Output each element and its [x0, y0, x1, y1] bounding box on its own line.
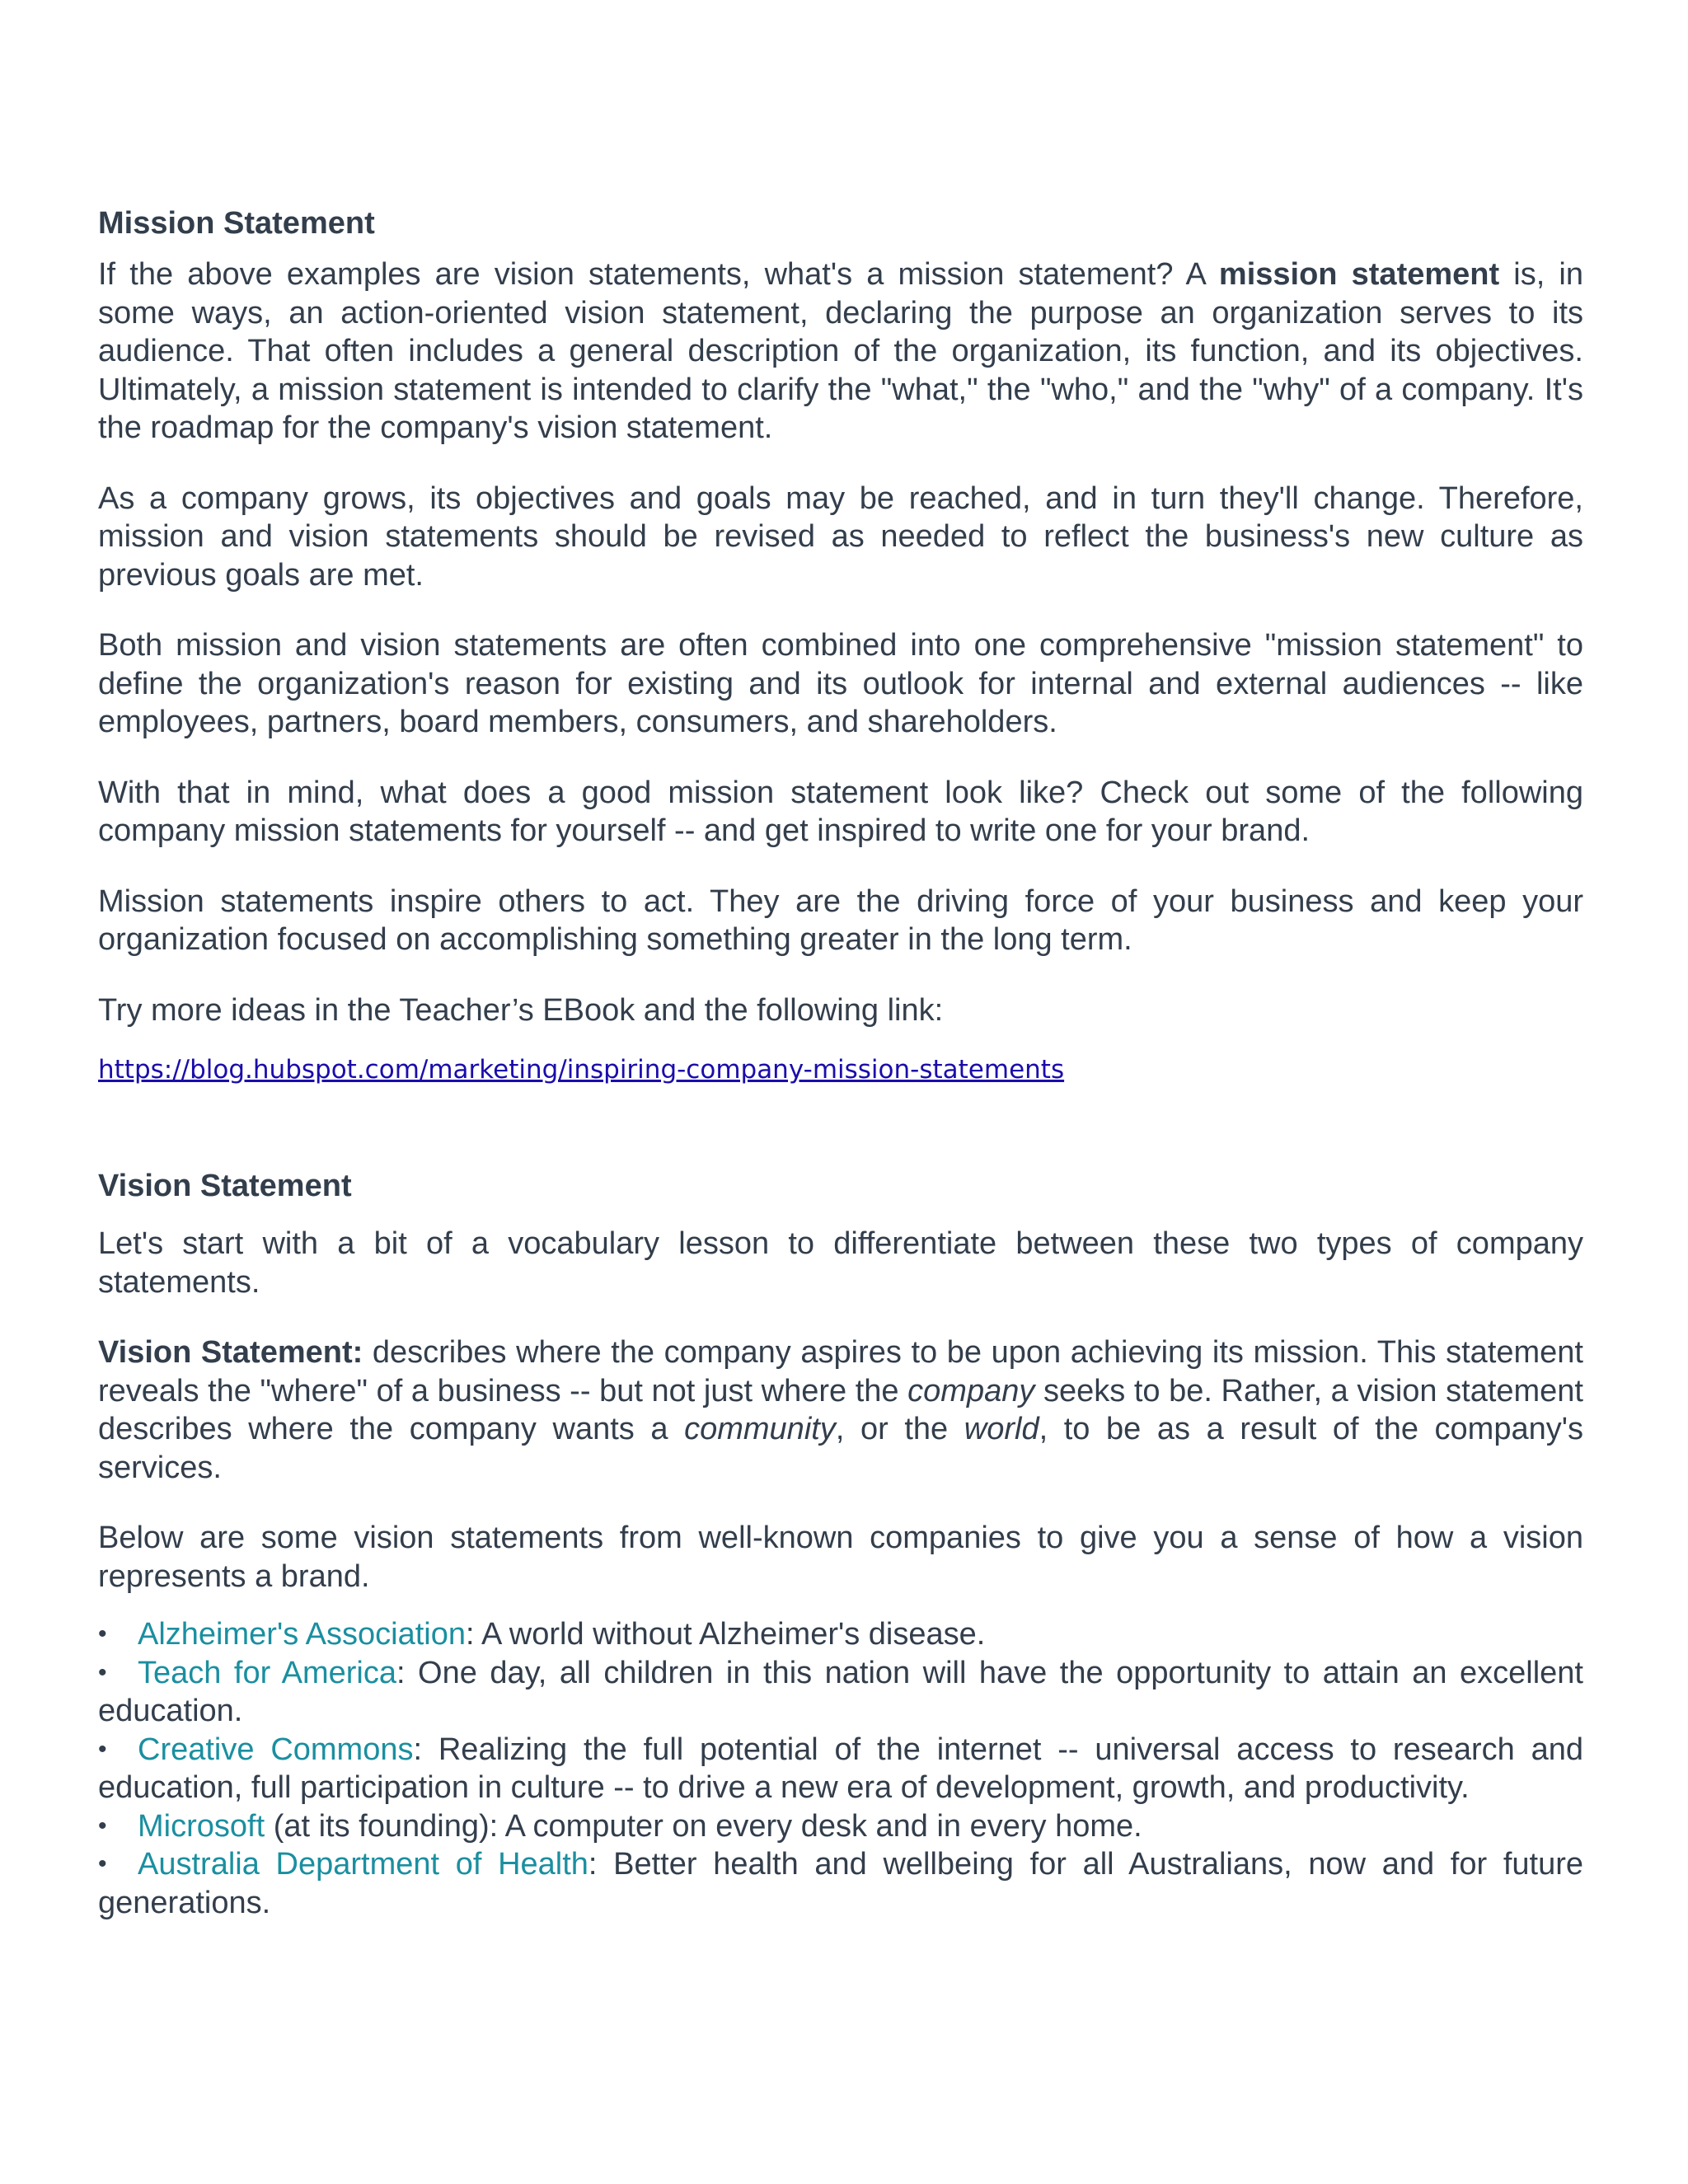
bullet-icon: • — [98, 1811, 107, 1840]
mission-paragraph-1 — [98, 255, 1583, 448]
list-item — [98, 1731, 1583, 1807]
list-item — [98, 1654, 1583, 1731]
bullet-icon: • — [98, 1620, 107, 1647]
vision-paragraph-3: Below are some vision statements from well-known companies to give you a sense of how a vision represents a brand. — [98, 1521, 1583, 1594]
mission-p1-text-a: If the above examples are vision statements, what's a mission statement? A — [98, 257, 1219, 292]
org-link-teach-for-america[interactable]: Teach for America — [138, 1655, 396, 1690]
list-item-text: : Better health and wellbeing for all Australians, now and for future generations. — [98, 1847, 1583, 1920]
mission-paragraph-4: With that in mind, what does a good mission statement look like? Check out some of the following company mission statements for yourself -- and get inspired to write one for your brand. — [98, 775, 1583, 848]
vision-def-text-a: describes where the company aspires to be upon achieving its mission. This statement reveals the "where" of a business -- but not just where the — [98, 1335, 1583, 1408]
org-link-alzheimers[interactable]: Alzheimer's Association — [138, 1617, 466, 1652]
vision-examples-list — [98, 1615, 1583, 1922]
list-item — [98, 1845, 1583, 1922]
vision-def-community: community — [684, 1412, 836, 1446]
bullet-icon: • — [98, 1735, 107, 1763]
bullet-icon: • — [98, 1850, 107, 1877]
list-item — [98, 1807, 1583, 1846]
org-link-microsoft[interactable]: Microsoft — [138, 1808, 265, 1844]
mission-paragraph-5: Mission statements inspire others to act. They are the driving force of your business and keep your organization focused on accomplishing something greater in the long term. — [98, 883, 1583, 957]
list-item-text: : A world without Alzheimer's disease. — [465, 1617, 986, 1652]
vision-def-company: company — [907, 1373, 1035, 1408]
org-link-australia-health[interactable]: Australia Department of Health — [138, 1847, 588, 1882]
mission-statement-term: mission statement — [1218, 257, 1500, 292]
org-link-creative-commons[interactable]: Creative Commons — [138, 1732, 414, 1767]
vision-def-text-b: seeks to be. Rather, a vision statement describes where the company wants a — [98, 1373, 1583, 1446]
mission-heading: Mission Statement — [98, 206, 375, 241]
vision-definition — [98, 1333, 1583, 1487]
document-page — [98, 204, 1583, 1922]
mission-paragraph-3: Both mission and vision statements are often combined into one comprehensive "mission statement" to define the organization's reason for existing and its outlook for internal and external audiences -- like employees, partners, board members, consumers, and shareholders. — [98, 628, 1583, 739]
hubspot-link[interactable]: https://blog.hubspot.com/marketing/inspiring-company-mission-statements — [98, 1055, 1065, 1085]
vision-paragraph-1: Let's start with a bit of a vocabulary lesson to differentiate between these two types of company statements. — [98, 1226, 1583, 1300]
bullet-icon: • — [98, 1658, 107, 1686]
list-item-text: : One day, all children in this nation will have the opportunity to attain an excellent education. — [98, 1655, 1583, 1728]
vision-definition-label: Vision Statement: — [98, 1335, 363, 1370]
list-item-text: (at its founding): A computer on every desk and in every home. — [265, 1808, 1142, 1844]
list-item — [98, 1615, 1583, 1654]
list-item-text: : Realizing the full potential of the internet -- universal access to research and education, full participation in culture -- to drive a new era of development, growth, and productivity. — [98, 1732, 1583, 1805]
mission-paragraph-2: As a company grows, its objectives and goals may be reached, and in turn they'll change. Therefore, mission and vision statements should be revised as needed to reflect the business's new culture as previous goals are met. — [98, 480, 1583, 593]
vision-def-text-c: , or the — [835, 1412, 964, 1446]
mission-p1-text-b: is, in some ways, an action-oriented vision statement, declaring the purpose an organization serves to its audience. That often includes a general description of the organization, its function, and its objectives. Ultimately, a mission statement is intended to clarify the "what," the "who," and the "why" of a company. It's the roadmap for the company's vision statement. — [98, 257, 1583, 445]
mission-paragraph-6: Try more ideas in the Teacher’s EBook and the following link: — [98, 992, 944, 1028]
vision-def-world: world — [964, 1412, 1039, 1446]
vision-def-text-d: , to be as a result of the company's services. — [98, 1412, 1583, 1485]
vision-heading: Vision Statement — [98, 1169, 352, 1203]
